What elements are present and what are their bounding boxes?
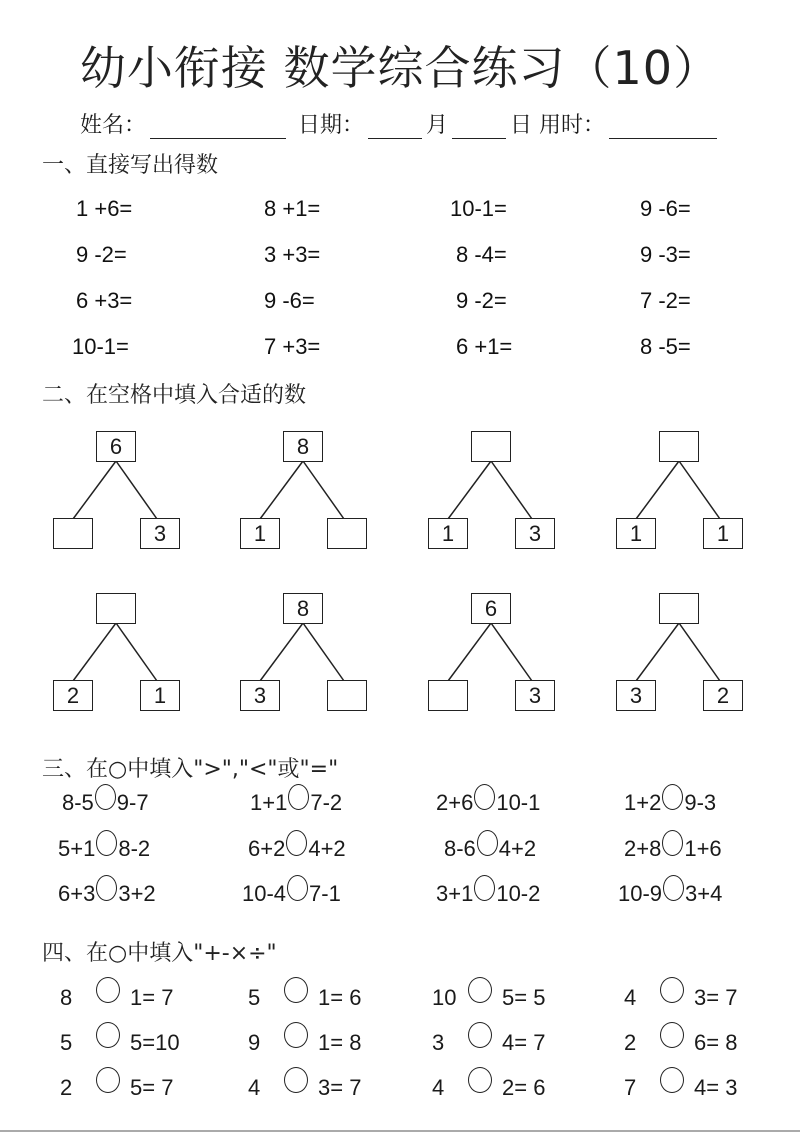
section-1-heading: 一、直接写出得数 [42, 153, 219, 178]
comparison-item [624, 790, 716, 816]
comparison-item [618, 881, 722, 907]
operator-item [624, 1075, 737, 1101]
left-expr: 5+1 [58, 836, 96, 861]
bond-left-box[interactable]: 3 [616, 680, 656, 711]
equation: 9 -3= [640, 242, 691, 267]
operator-item [248, 1075, 361, 1101]
bond-left-box[interactable]: 3 [240, 680, 280, 711]
equation: 6 +3= [76, 288, 133, 313]
bond-left-box[interactable]: 1 [240, 518, 280, 549]
answer-circle[interactable] [477, 830, 498, 856]
number-bond [616, 431, 746, 561]
day-field[interactable] [452, 116, 506, 139]
equation: 9 -2= [76, 242, 127, 267]
left-expr: 1+1 [250, 790, 288, 815]
bond-right-box[interactable] [327, 518, 367, 549]
right-expr: 4+2 [498, 836, 537, 861]
first-operand: 4 [248, 1075, 261, 1100]
operator-circle[interactable] [468, 1022, 492, 1048]
equation: 6 +1= [456, 334, 513, 359]
rest-expr: 3= 7 [318, 1075, 362, 1100]
operator-circle[interactable] [660, 1067, 684, 1093]
equation: 1 +6= [76, 196, 133, 221]
number-bond [428, 593, 558, 723]
comparison-item [436, 881, 540, 907]
comparison-item [58, 836, 150, 862]
left-expr: 2+6 [436, 790, 474, 815]
number-bond [616, 593, 746, 723]
bond-right-box[interactable]: 3 [515, 518, 555, 549]
right-expr: 9-7 [116, 790, 149, 815]
operator-item [624, 985, 737, 1011]
left-expr: 6+3 [58, 881, 96, 906]
bond-right-box[interactable]: 3 [515, 680, 555, 711]
answer-circle[interactable] [288, 784, 309, 810]
operator-circle[interactable] [284, 1022, 308, 1048]
operator-circle[interactable] [96, 1022, 120, 1048]
operator-circle[interactable] [660, 1022, 684, 1048]
operator-item [432, 1030, 545, 1056]
answer-circle[interactable] [95, 784, 116, 810]
left-expr: 3+1 [436, 881, 474, 906]
first-operand: 4 [432, 1075, 445, 1100]
rest-expr: 4= 3 [694, 1075, 738, 1100]
comparison-item [444, 836, 536, 862]
right-expr: 9-3 [684, 790, 717, 815]
answer-circle[interactable] [287, 875, 308, 901]
bond-right-box[interactable]: 2 [703, 680, 743, 711]
left-expr: 1+2 [624, 790, 662, 815]
comparison-item [624, 836, 722, 862]
bond-top-box[interactable] [659, 431, 699, 462]
section-2-heading: 二、在空格中填入合适的数 [42, 383, 307, 408]
bond-top-box[interactable] [471, 431, 511, 462]
operator-item [60, 1030, 180, 1056]
rest-expr: 5=10 [130, 1030, 180, 1055]
first-operand: 2 [60, 1075, 73, 1100]
comparison-item [58, 881, 156, 907]
month-field[interactable] [368, 116, 422, 139]
name-label: 姓名： [80, 113, 147, 138]
bond-top-box[interactable] [659, 593, 699, 624]
comparison-item [436, 790, 540, 816]
first-operand: 7 [624, 1075, 637, 1100]
equation: 8 +1= [264, 196, 321, 221]
bond-top-box[interactable]: 8 [283, 593, 323, 624]
equation: 9 -2= [456, 288, 507, 313]
left-expr: 8-5 [62, 790, 94, 815]
right-expr: 1+6 [684, 836, 722, 861]
answer-circle[interactable] [662, 784, 683, 810]
operator-item [60, 985, 173, 1011]
number-bond [240, 593, 370, 723]
operator-circle[interactable] [96, 977, 120, 1003]
rest-expr: 3= 7 [694, 985, 738, 1010]
section-3-heading: 三、在○中填入">","<"或"=" [42, 757, 339, 782]
comparison-item [242, 881, 341, 907]
equation: 10-1= [450, 196, 507, 221]
answer-circle[interactable] [96, 830, 117, 856]
operator-circle[interactable] [468, 1067, 492, 1093]
bond-left-box[interactable] [53, 518, 93, 549]
operator-item [624, 1030, 737, 1056]
left-expr: 10-4 [242, 881, 287, 906]
first-operand: 9 [248, 1030, 261, 1055]
rest-expr: 4= 7 [502, 1030, 546, 1055]
bond-right-box[interactable]: 1 [703, 518, 743, 549]
right-expr: 7-2 [310, 790, 343, 815]
rest-expr: 1= 7 [130, 985, 174, 1010]
operator-circle[interactable] [468, 977, 492, 1003]
bond-top-box[interactable]: 6 [96, 431, 136, 462]
rest-expr: 1= 6 [318, 985, 362, 1010]
bond-top-box[interactable]: 6 [471, 593, 511, 624]
page-title: 幼小衔接 数学综合练习（10） [79, 41, 721, 95]
student-info-line [80, 108, 717, 139]
rest-expr: 5= 5 [502, 985, 546, 1010]
equation: 3 +3= [264, 242, 321, 267]
right-expr: 4+2 [308, 836, 346, 861]
first-operand: 10 [432, 985, 457, 1010]
first-operand: 2 [624, 1030, 637, 1055]
operator-circle[interactable] [284, 1067, 308, 1093]
right-expr: 10-1 [496, 790, 541, 815]
equation: 10-1= [72, 334, 129, 359]
equation: 9 -6= [264, 288, 315, 313]
operator-item [432, 985, 545, 1011]
operator-circle[interactable] [660, 977, 684, 1003]
bond-left-box[interactable]: 1 [616, 518, 656, 549]
equation: 9 -6= [640, 196, 691, 221]
operator-circle[interactable] [284, 977, 308, 1003]
bond-top-box[interactable]: 8 [283, 431, 323, 462]
date-label: 日期： [298, 113, 365, 138]
right-expr: 3+4 [685, 881, 723, 906]
name-field[interactable] [150, 116, 286, 139]
left-expr: 2+8 [624, 836, 662, 861]
first-operand: 8 [60, 985, 73, 1010]
bond-left-box[interactable]: 1 [428, 518, 468, 549]
comparison-item [250, 790, 342, 816]
section-4-heading: 四、在○中填入"+-×÷" [42, 941, 277, 966]
number-bond [53, 593, 183, 723]
bond-right-box[interactable]: 1 [140, 680, 180, 711]
right-expr: 3+2 [118, 881, 156, 906]
operator-item [60, 1075, 173, 1101]
rest-expr: 6= 8 [694, 1030, 738, 1055]
first-operand: 3 [432, 1030, 445, 1055]
comparison-item [248, 836, 346, 862]
operator-item [248, 985, 361, 1011]
equation: 8 -5= [640, 334, 691, 359]
comparison-item [62, 790, 149, 816]
left-expr: 6+2 [248, 836, 286, 861]
bond-top-box[interactable] [96, 593, 136, 624]
answer-circle[interactable] [662, 830, 683, 856]
operator-item [432, 1075, 545, 1101]
bond-left-box[interactable]: 2 [53, 680, 93, 711]
rest-expr: 5= 7 [130, 1075, 174, 1100]
equation: 7 -2= [640, 288, 691, 313]
rest-expr: 2= 6 [502, 1075, 546, 1100]
day-time-label: 日 用时： [510, 113, 606, 138]
equation: 8 -4= [456, 242, 507, 267]
right-expr: 8-2 [118, 836, 151, 861]
first-operand: 4 [624, 985, 637, 1010]
bond-left-box[interactable] [428, 680, 468, 711]
bond-right-box[interactable]: 3 [140, 518, 180, 549]
bond-right-box[interactable] [327, 680, 367, 711]
operator-item [248, 1030, 361, 1056]
operator-circle[interactable] [96, 1067, 120, 1093]
first-operand: 5 [60, 1030, 73, 1055]
month-label: 月 [426, 113, 449, 138]
equation: 7 +3= [264, 334, 321, 359]
answer-circle[interactable] [474, 784, 495, 810]
answer-circle[interactable] [474, 875, 495, 901]
answer-circle[interactable] [663, 875, 684, 901]
rest-expr: 1= 8 [318, 1030, 362, 1055]
left-expr: 8-6 [444, 836, 476, 861]
number-bond [428, 431, 558, 561]
number-bond [240, 431, 370, 561]
answer-circle[interactable] [96, 875, 117, 901]
number-bond [53, 431, 183, 561]
left-expr: 10-9 [618, 881, 663, 906]
right-expr: 10-2 [496, 881, 541, 906]
right-expr: 7-1 [309, 881, 341, 906]
time-field[interactable] [609, 116, 717, 139]
first-operand: 5 [248, 985, 261, 1010]
answer-circle[interactable] [286, 830, 307, 856]
